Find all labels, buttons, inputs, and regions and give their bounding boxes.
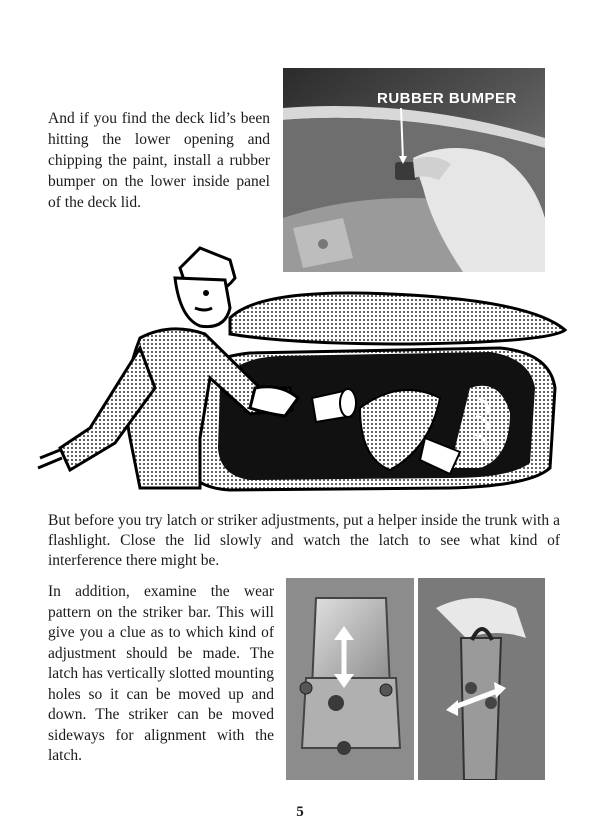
latch-striker-photo-image bbox=[286, 578, 545, 780]
latch-striker-photo bbox=[286, 578, 545, 780]
paragraph-helper: But before you try latch or striker adjustments, put a helper inside the trunk with a flashlight. Close the lid slowly and watch the latch to see what kind of interference there might be. bbox=[48, 512, 560, 569]
paragraph-wear-pattern: In addition, examine the wear pattern on the striker bar. This will give you a clue as to which kind of adjustment should be made. The latch has vertically slotted mounting holes so it can be moved up and down. The striker can be moved sideways for alignment with the latch. bbox=[48, 583, 274, 764]
paragraph-deck-lid: And if you find the deck lid’s been hitting the lower opening and chipping the paint, install a rubber bumper on the lower inside panel of the deck lid. bbox=[48, 110, 270, 211]
cartoon-illustration bbox=[30, 238, 570, 508]
helper-trunk-illustration bbox=[30, 238, 570, 508]
rubber-bumper-label: RUBBER BUMPER bbox=[377, 90, 517, 107]
page-number: 5 bbox=[296, 804, 304, 820]
